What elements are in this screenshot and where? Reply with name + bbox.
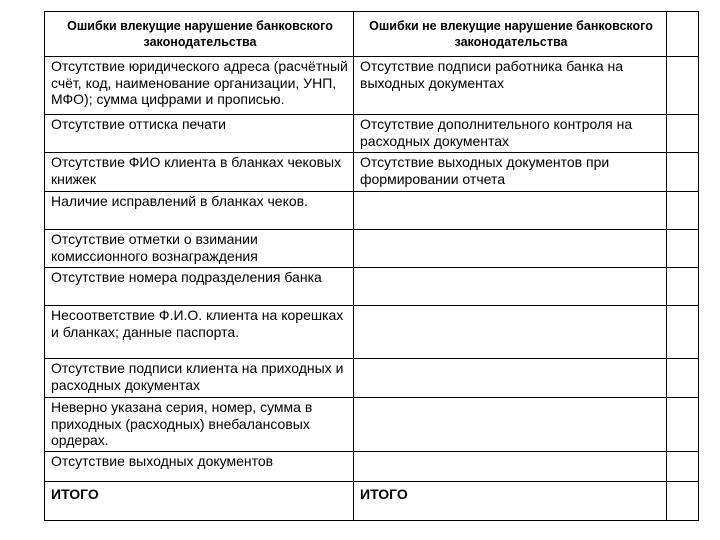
violating-error-cell: Наличие исправлений в бланках чеков. [45, 192, 354, 230]
table-row [45, 153, 699, 192]
extra-cell [667, 359, 699, 398]
header-cell-violating: Ошибки влекущие нарушение банковского законодательства [45, 12, 354, 57]
violating-error-cell: Отсутствие отметки о взимании комиссионного вознаграждения [45, 230, 354, 268]
table-row [45, 306, 699, 359]
table-row [45, 57, 699, 115]
table-header-row [45, 12, 699, 57]
extra-cell [667, 482, 699, 521]
violating-error-cell: Отсутствие оттиска печати [45, 115, 354, 153]
extra-cell [667, 115, 699, 153]
non-violating-error-cell [354, 359, 667, 398]
header-cell-extra [667, 12, 699, 57]
table-row [45, 268, 699, 306]
non-violating-error-cell: Отсутствие выходных документов при формировании отчета [354, 153, 667, 192]
violating-error-cell: Отсутствие выходных документов [45, 452, 354, 482]
table-row [45, 452, 699, 482]
violating-error-cell: Отсутствие юридического адреса (расчётный счёт, код, наименование организации, УНП, МФО); сумма цифрами и прописью. [45, 57, 354, 115]
extra-cell [667, 57, 699, 115]
extra-cell [667, 306, 699, 359]
non-violating-error-cell [354, 452, 667, 482]
non-violating-error-cell [354, 192, 667, 230]
violating-error-cell: Несоответствие Ф.И.О. клиента на корешках и бланках; данные паспорта. [45, 306, 354, 359]
extra-cell [667, 268, 699, 306]
table-row [45, 115, 699, 153]
table-row [45, 359, 699, 398]
non-violating-error-cell [354, 398, 667, 452]
extra-cell [667, 230, 699, 268]
extra-cell [667, 153, 699, 192]
table-row [45, 192, 699, 230]
total-label-violating: ИТОГО [45, 482, 354, 521]
violating-error-cell: Отсутствие ФИО клиента в бланках чековых книжек [45, 153, 354, 192]
total-label-non-violating: ИТОГО [354, 482, 667, 521]
extra-cell [667, 192, 699, 230]
table-total-row [45, 482, 699, 521]
non-violating-error-cell [354, 268, 667, 306]
violating-error-cell: Отсутствие номера подразделения банка [45, 268, 354, 306]
header-cell-non-violating: Ошибки не влекущие нарушение банковского законодательства [354, 12, 667, 57]
extra-cell [667, 398, 699, 452]
violating-error-cell: Неверно указана серия, номер, сумма в приходных (расходных) внебалансовых ордерах. [45, 398, 354, 452]
non-violating-error-cell [354, 306, 667, 359]
non-violating-error-cell: Отсутствие дополнительного контроля на расходных документах [354, 115, 667, 153]
table-row [45, 398, 699, 452]
non-violating-error-cell [354, 230, 667, 268]
errors-table [44, 11, 699, 521]
table-row [45, 230, 699, 268]
extra-cell [667, 452, 699, 482]
violating-error-cell: Отсутствие подписи клиента на приходных и расходных документах [45, 359, 354, 398]
non-violating-error-cell: Отсутствие подписи работника банка на выходных документах [354, 57, 667, 115]
